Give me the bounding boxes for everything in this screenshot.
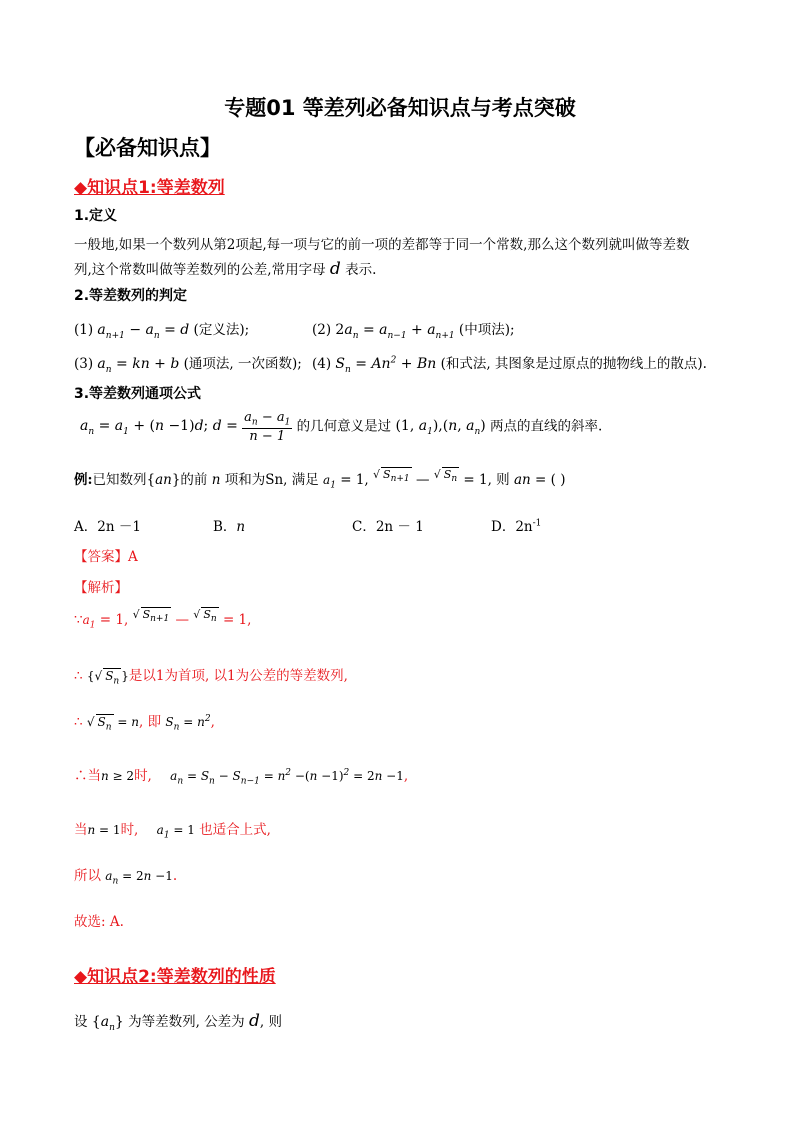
example-eq1: = 1, xyxy=(340,472,369,488)
example-sqrt-s-n: √ Sn xyxy=(433,468,458,485)
n-equals-1: n = 1 xyxy=(87,823,121,837)
page-title: 专题01 等差列必备知识点与考点突破 xyxy=(224,96,576,120)
analysis-line-5-mid: 时, xyxy=(120,822,139,838)
analysis-line-4-end: , xyxy=(403,768,409,784)
analysis-minus: — xyxy=(175,612,189,628)
analysis-line-5 xyxy=(74,818,271,840)
analysis-line-6-end: . xyxy=(172,868,178,884)
example-question xyxy=(74,468,565,490)
judgement-method-1 xyxy=(74,318,249,341)
example-an: an xyxy=(155,472,172,488)
property-text-a: 设 xyxy=(74,1014,88,1030)
example-n: n xyxy=(211,472,221,488)
knowledge-point-1-heading: ◆知识点1:等差数列 xyxy=(74,178,225,198)
geometric-meaning-text: 的几何意义是过 xyxy=(296,418,392,435)
option-c-value: 2n － 1 xyxy=(375,519,424,535)
property-intro xyxy=(74,1010,282,1033)
analysis-line-3-mid: , 即 xyxy=(139,714,162,730)
analysis-line-4-lead: ∴当 xyxy=(74,768,101,784)
option-c-letter: C． xyxy=(352,519,376,535)
analysis-line-6-lead: 所以 xyxy=(74,868,101,884)
option-d-value: 2n xyxy=(515,519,533,535)
n-geq-2: n ≥ 2 xyxy=(101,769,135,783)
analysis-line-5-lead: 当 xyxy=(74,822,88,838)
example-a1: $a_1$ xyxy=(323,473,336,491)
general-term-expression: $a_n = a_1 + (n -1)d$; d = xyxy=(80,418,238,438)
analysis-label: 【解析】 xyxy=(74,580,128,596)
example-an-eq: an xyxy=(513,472,531,488)
method-4-formula: $S_n = An^2 + Bn$ xyxy=(335,355,437,375)
definition-text-line1: 一般地,如果一个数列从第2项起,每一项与它的前一项的差都等于同一个常数,那么这个数列就叫做等差数 xyxy=(74,237,690,253)
method-1-number: (1) xyxy=(74,322,94,338)
formula-heading: 3.等差数列通项公式 xyxy=(74,386,202,402)
sequence-an: $\{a_n\}$ xyxy=(91,1014,124,1033)
therefore-symbol-1: ∴ xyxy=(74,668,83,684)
option-b-value: n xyxy=(236,519,246,535)
definition-text-line2 xyxy=(74,258,376,279)
analysis-line-3-end: , xyxy=(210,714,215,730)
method-2-number: (2) xyxy=(312,322,332,338)
option-a-value: 2n －1 xyxy=(97,519,141,535)
points-expression: (1, $a_1),(n$, $a_n$) xyxy=(395,418,486,438)
analysis-sqrt-s-n: √ Sn xyxy=(193,608,217,625)
example-text-c: 项和为Sn, 满足 xyxy=(224,472,319,488)
analysis-line-2 xyxy=(74,664,348,686)
example-eq3: = ( ) xyxy=(535,472,566,488)
method-1-formula: $a_{n+1} - a_n = d$ xyxy=(97,322,190,341)
method-4-number: (4) xyxy=(312,356,332,372)
an-derivation: $a_n = S_n - S_{n-1} = n^2 -(n -1)^2 = 2n -1$ xyxy=(170,768,404,787)
method-3-number: (3) xyxy=(74,356,94,372)
option-b-letter: B． xyxy=(213,519,237,535)
analysis-a1: $a_1$ xyxy=(82,613,96,631)
slope-fraction: $\frac{a_n - a_1}{n - 1}$ xyxy=(244,410,291,444)
general-term-formula xyxy=(80,410,602,444)
method-3-formula: $a_n$ = kn + b xyxy=(97,356,180,375)
option-a[interactable] xyxy=(74,515,141,535)
analysis-line-1 xyxy=(74,608,252,631)
judgement-method-2 xyxy=(312,318,515,341)
because-symbol: ∵ xyxy=(74,612,83,628)
property-text-b: 为等差数列, 公差为 xyxy=(128,1014,245,1030)
method-2-note: (中项法); xyxy=(458,322,515,338)
definition-text-c: 表示. xyxy=(345,262,377,278)
analysis-line-4 xyxy=(74,764,408,786)
judgement-method-4 xyxy=(312,352,707,375)
analysis-eq1: = 1, xyxy=(99,612,129,628)
an-result: $a_n = 2n -1$ xyxy=(105,869,173,887)
definition-heading: 1.定义 xyxy=(74,208,118,224)
example-sqrt-s-n-plus-1: √ Sn+1 xyxy=(373,468,410,485)
example-eq2: = 1, 则 xyxy=(463,472,510,488)
analysis-line-2-text: 是以1为首项, 以1为公差的等差数列, xyxy=(128,668,348,684)
example-a1-letter: a xyxy=(323,473,331,487)
example-text-a: 已知数列{ xyxy=(92,472,156,488)
method-4-note: (和式法, 其图象是过原点的抛物线上的散点). xyxy=(440,356,707,372)
method-2-formula: $2a_n = a_{n-1} + a_{n+1}$ xyxy=(335,322,455,341)
option-b[interactable] xyxy=(213,515,245,535)
example-minus: — xyxy=(415,472,430,488)
analysis-sqrt-s-n-plus-1: √ Sn+1 xyxy=(132,608,170,625)
method-1-note: (定义法); xyxy=(193,322,250,338)
section-heading: 【必备知识点】 xyxy=(74,136,221,160)
analysis-conclusion: 故选: A. xyxy=(74,914,124,930)
common-difference-d: d xyxy=(248,1011,260,1031)
a1-equals-1: $a_1 = 1$ xyxy=(156,823,195,841)
analysis-line-6 xyxy=(74,864,177,886)
analysis-eq2: = 1, xyxy=(222,612,252,628)
knowledge-point-2-heading: ◆知识点2:等差数列的性质 xyxy=(74,967,276,987)
sn-equals-n-squared: $S_n = n^2$ xyxy=(165,714,211,733)
analysis-line-5-end: 也适合上式, xyxy=(199,822,271,838)
method-3-note: (通项法, 一次函数); xyxy=(183,356,302,372)
geometric-meaning-end: 两点的直线的斜率. xyxy=(490,418,603,435)
analysis-line-3 xyxy=(74,710,215,732)
property-text-c: , 则 xyxy=(259,1014,282,1030)
option-d-exponent: -1 xyxy=(532,518,542,529)
sqrt-sn-equals-n: √ $S_n = n$ xyxy=(86,715,140,733)
answer-label: 【答案】A xyxy=(74,549,138,565)
judgement-method-3 xyxy=(74,352,302,375)
definition-text-b: 列,这个常数叫做等差数列的公差,常用字母 xyxy=(74,262,326,278)
example-text-b: }的前 xyxy=(171,472,208,488)
option-a-letter: A． xyxy=(74,519,98,535)
analysis-line-4-mid: 时, xyxy=(134,768,152,784)
option-d[interactable] xyxy=(491,515,541,535)
therefore-symbol-2: ∴ xyxy=(74,714,83,730)
sequence-sqrt-sn: {√ $S_n$ } xyxy=(86,669,129,687)
judgement-heading: 2.等差数列的判定 xyxy=(74,288,188,304)
option-d-letter: D． xyxy=(491,519,516,535)
option-c[interactable] xyxy=(352,515,424,535)
symbol-d: d xyxy=(329,259,341,279)
example-label: 例: xyxy=(74,472,93,488)
